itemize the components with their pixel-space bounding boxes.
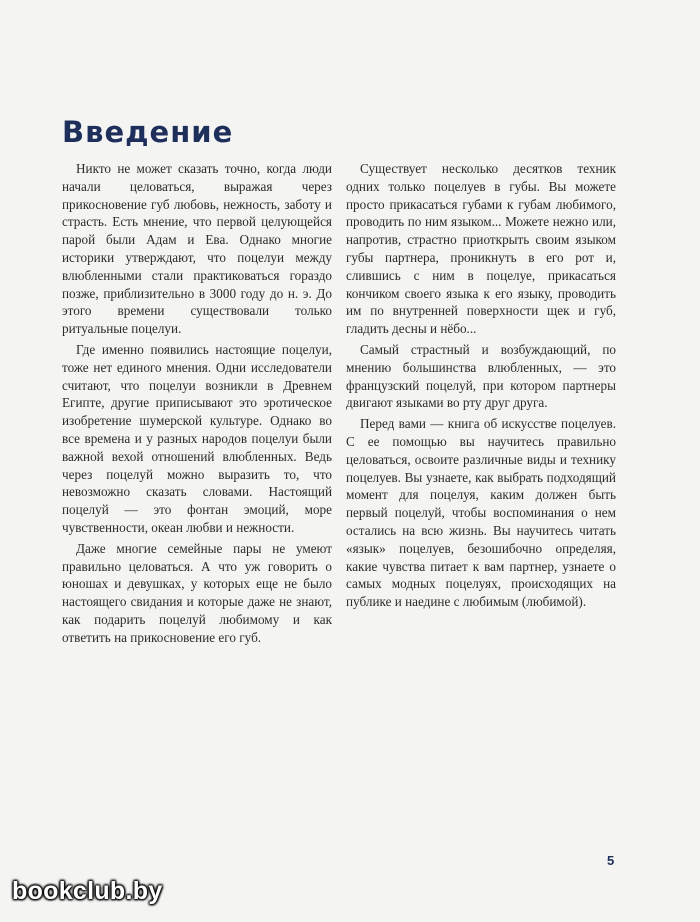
watermark-logo: bookclub.by xyxy=(12,877,163,905)
text-column-right xyxy=(346,160,616,614)
paragraph: Никто не может сказать точно, когда люди начали целоваться, выражая через прикосновение губ любовь, нежность, заботу и страсть. Есть мнение, что первой целующейся парой были Адам и Ева. Однако многие историки утверждают, что поцелуи между влюбленными стали практиковаться гораздо позже, приблизительно в 3000 году до н. э. До этого времени существовали только ритуальные поцелуи. xyxy=(62,161,332,337)
paragraph: Существует несколько десятков техник одних только поцелуев в губы. Вы можете просто прикасаться губами к губам любимого, проводить по ним языком... Можете нежно или, напротив, страстно приоткрыть своим языком губы партнера, проникнуть в его рот и, слившись с ним в поцелуе, прикасаться кончиком своего языка к его языку, проводить им по внутренней поверхности щек и губ, гладить десны и нёбо... xyxy=(346,161,616,337)
paragraph: Даже многие семейные пары не умеют правильно целоваться. А что уж говорить о юношах и девушках, у которых еще не было настоящего свидания и которые даже не знают, как подарить поцелуй любимому и как ответить на прикосновение его губ. xyxy=(62,540,332,645)
page-title: Введение xyxy=(62,115,234,149)
text-column-left xyxy=(62,160,332,650)
paragraph: Где именно появились настоящие поцелуи, тоже нет единого мнения. Одни исследователи считают, что поцелуи возникли в Древнем Египте, другие приписывают это эротическое изобретение шумерской культуре. Однако во все времена и у разных народов поцелуи были важной вехой отношений влюбленных. Ведь через поцелуй можно выразить то, что невозможно сказать словами. Настоящий поцелуй — это фонтан эмоций, море чувственности, океан любви и нежности. xyxy=(62,341,332,535)
paragraph: Самый страстный и возбуждающий, по мнению большинства влюбленных, — это французский поцелуй, при котором партнеры двигают языками во рту друг друга. xyxy=(346,341,616,411)
paragraph: Перед вами — книга об искусстве поцелуев. С ее помощью вы научитесь правильно целоваться, освоите различные виды и технику поцелуев. Вы узнаете, как выбрать подходящий момент для поцелуя, каким должен быть первый поцелуй, чтобы воспоминания о нем остались на всю жизнь. Вы научитесь читать «язык» поцелуев, безошибочно определяя, какие чувства питает к вам партнер, узнаете о самых модных поцелуях, происходящих на публике и наедине с любимым (любимой). xyxy=(346,416,616,610)
page-number: 5 xyxy=(607,853,615,868)
